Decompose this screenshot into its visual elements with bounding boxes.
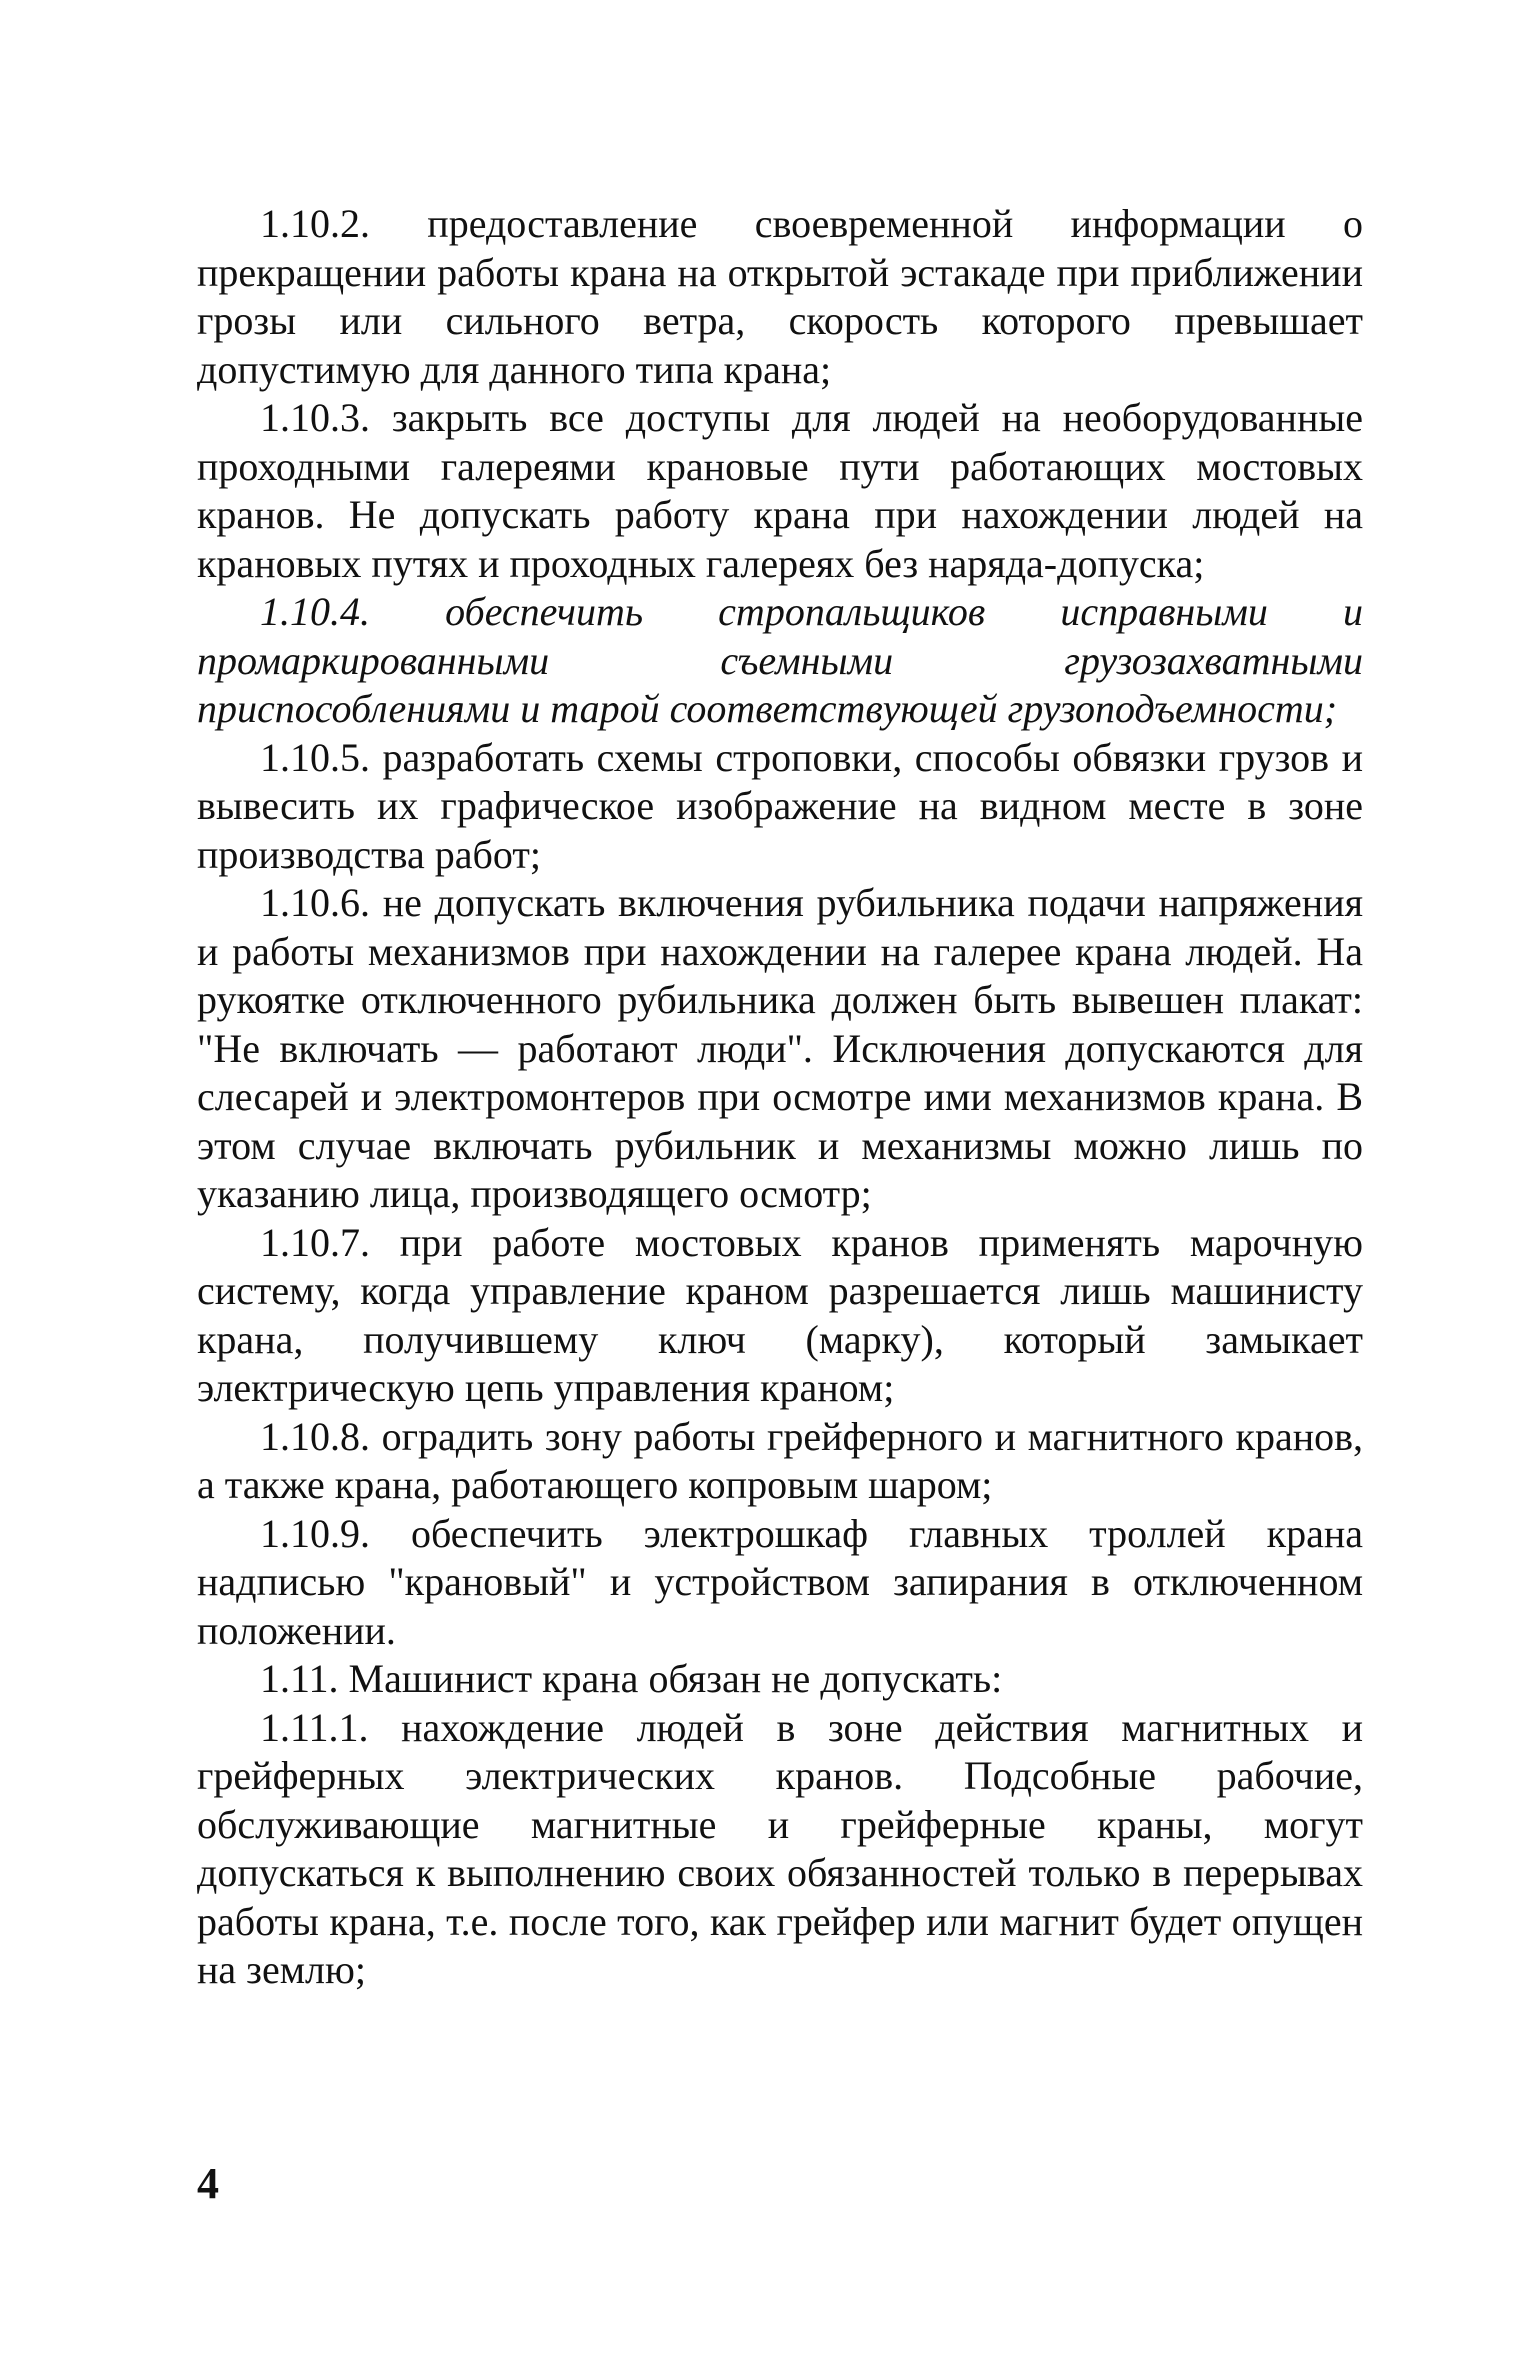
page-number: 4	[197, 2159, 219, 2208]
paragraph-1-11-1: 1.11.1. нахождение людей в зоне действия магнитных и грейферных электрических кранов. Подсобные рабочие, обслуживающие магнитные и грейферные краны, могут допускаться к выполнению своих обязанностей только в перерывах работы крана, т.е. после того, как грейфер или магнит будет опущен на землю;	[197, 1704, 1363, 1992]
paragraph-1-10-5: 1.10.5. разработать схемы строповки, способы обвязки грузов и вывесить их графическое изображение на видном месте в зоне производства работ;	[197, 734, 1363, 877]
paragraph-1-10-8: 1.10.8. оградить зону работы грейферного и магнитного кранов, а также крана, работающего копровым шаром;	[197, 1413, 1363, 1507]
paragraph-1-10-9: 1.10.9. обеспечить электрошкаф главных троллей крана надписью "крановый" и устройством запирания в отключенном положении.	[197, 1510, 1363, 1653]
paragraph-1-10-6: 1.10.6. не допускать включения рубильника подачи напряжения и работы механизмов при нахождении на галерее крана людей. На рукоятке отключенного рубильника должен быть вывешен плакат: "Не включать — работают люди". Исключения допускаются для слесарей и электромонтеров при осмотре ими механизмов крана. В этом случае включать рубильник и механизмы можно лишь по указанию лица, производящего осмотр;	[197, 880, 1363, 1216]
paragraph-1-10-4: 1.10.4. обеспечить стропальщиков исправными и промаркированными съемными грузозахватными приспособлениями и тарой соответствующей грузоподъемности;	[197, 589, 1363, 731]
paragraph-1-11: 1.11. Машинист крана обязан не допускать:	[260, 1656, 1003, 1701]
paragraph-1-10-7: 1.10.7. при работе мостовых кранов применять марочную систему, когда управление краном разрешается лишь машинисту крана, получившему ключ (марку), который замыкает электрическую цепь управления краном;	[197, 1219, 1363, 1410]
paragraph-1-10-2: 1.10.2. предоставление своевременной информации о прекращении работы крана на открытой эстакаде при приближении грозы или сильного ветра, скорость которого превышает допустимую для данного типа крана;	[197, 201, 1363, 392]
body-text	[197, 200, 1363, 1995]
paragraph-1-10-3: 1.10.3. закрыть все доступы для людей на необорудованные проходными галереями крановые пути работающих мостовых кранов. Не допускать работу крана при нахождении людей на крановых путях и проходных галереях без наряда-допуска;	[197, 395, 1363, 586]
